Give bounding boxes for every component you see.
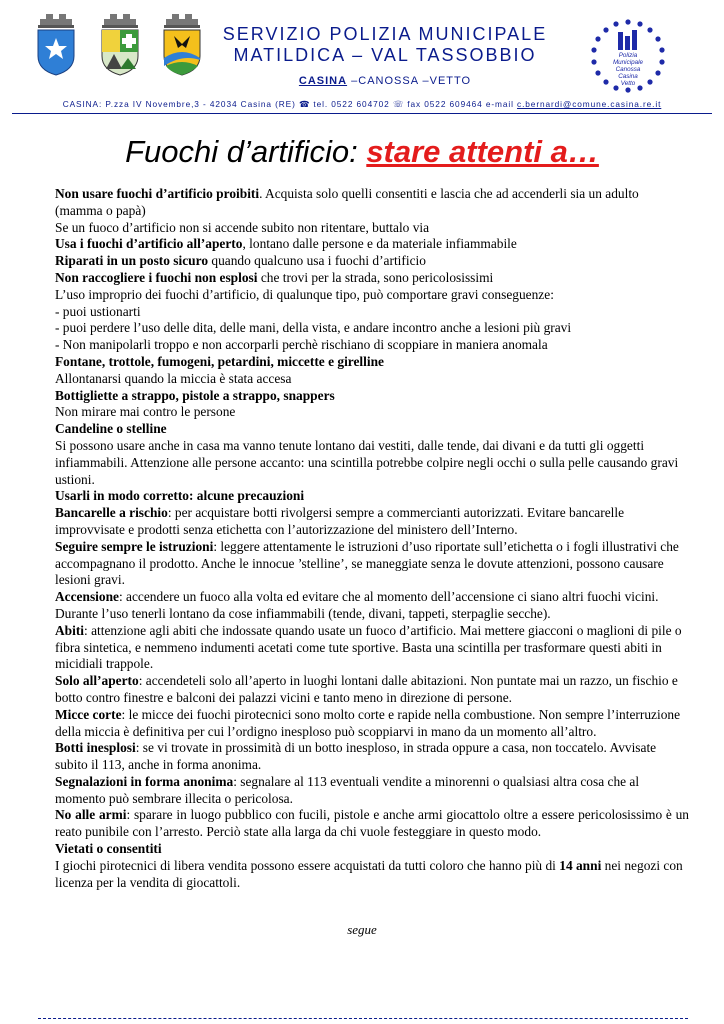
- page-title: [0, 134, 724, 170]
- contact-line: [0, 99, 724, 109]
- paragraph: [55, 623, 689, 673]
- logo-text-2: Municipale: [612, 59, 644, 66]
- paragraph: [55, 505, 689, 539]
- paragraph: Non mirare mai contro le persone: [55, 404, 236, 420]
- paragraph: [55, 807, 689, 841]
- paragraph: [55, 236, 689, 253]
- paragraph-text: nei negozi con licenza per la vendita di giocattoli.: [55, 857, 683, 890]
- bold-lead: Abiti: [55, 622, 85, 638]
- header-divider: [12, 113, 712, 114]
- crest-vetto-icon: [160, 14, 204, 76]
- bold-lead: Accensione: [55, 589, 119, 605]
- bold-lead: Riparati in un posto sicuro: [55, 253, 209, 269]
- paragraph: L’uso improprio dei fuochi d’artificio, di qualunque tipo, può comportare gravi conseguenze:: [55, 286, 554, 302]
- logo-text-1: Polizia: [618, 52, 638, 59]
- bold-lead: Segnalazioni in forma anonima: [55, 773, 234, 789]
- paragraph: [55, 673, 689, 707]
- paragraph-text: che trovi per la strada, sono pericolosissimi: [257, 269, 494, 285]
- bold-lead: Non raccogliere i fuochi non esplosi: [55, 269, 258, 285]
- bold-lead: No alle armi: [55, 807, 127, 823]
- letterhead: [0, 0, 724, 95]
- section-heading: [55, 488, 689, 505]
- list-item: - Non manipolarli troppo e non accorparli perchè rischiano di scoppiare in maniera anomala: [55, 337, 548, 353]
- paragraph-text: quando qualcuno usa i fuochi d’artificio: [208, 253, 426, 269]
- police-logo-icon: [588, 16, 668, 96]
- header-title-1: SERVIZIO POLIZIA MUNICIPALE: [222, 24, 548, 44]
- paragraph: [55, 858, 689, 892]
- paragraph-text: : leggere attentamente le istruzioni d’uso riportate sull’etichetta o i fogli illustrativi che accompagnano il prodotto. Anche le innocue ’stelline’, se maneggiate senza le dovute attenzioni, possono causare lesioni gravi.: [55, 538, 679, 588]
- paragraph: Si possono usare anche in casa ma vanno tenute lontano dai vestiti, dalle tende, dai divani e da tutti gli oggetti infiammabili. Attenzione alle persone accanto: una scintilla potrebbe colpire negli occhi o sulla pelle causando gravi ustioni.: [55, 437, 679, 487]
- contact-text: CASINA: P.zza IV Novembre,3 - 42034 Casina (RE) ☎ tel. 0522 604702 ☏ fax 0522 609464 e-mail: [62, 99, 518, 109]
- paragraph: [55, 270, 689, 287]
- header-title-2: MATILDICA – VAL TASSOBBIO: [233, 45, 537, 65]
- heading-text: Fontane, trottole, fumogeni, petardini, miccette e girelline: [55, 353, 384, 369]
- heading-text: Vietati o consentiti: [55, 841, 162, 857]
- section-heading: [55, 421, 689, 438]
- paragraph: [55, 253, 689, 270]
- paragraph-text: , lontano dalle persone e da materiale infiammabile: [242, 236, 517, 252]
- casina-label: CASINA: [298, 75, 348, 87]
- bold-lead: Non usare fuochi d’artificio proibiti: [55, 186, 260, 201]
- bold-lead: Solo all’aperto: [55, 673, 139, 689]
- paragraph: Allontanarsi quando la miccia è stata accesa: [55, 370, 292, 386]
- crest-canossa-icon: [98, 14, 142, 76]
- paragraph: [55, 774, 689, 808]
- age-limit: 14 anni: [559, 857, 602, 873]
- heading-text: Bottigliette a strappo, pistole a strappo, snappers: [55, 387, 335, 403]
- document-body: [55, 186, 689, 891]
- paragraph-text: I giochi pirotecnici di libera vendita possono essere acquistati da tutti coloro che hanno più di: [55, 857, 560, 873]
- header-subtitle: [200, 75, 570, 87]
- bold-lead: Bancarelle a rischio: [55, 505, 168, 521]
- list-item: - puoi ustionarti: [55, 303, 141, 319]
- section-heading: [55, 841, 689, 858]
- heading-text: Usarli in modo corretto: alcune precauzioni: [55, 488, 305, 504]
- bold-lead: Botti inesplosi: [55, 740, 136, 756]
- continued-label: segue: [347, 922, 377, 937]
- paragraph: [55, 539, 689, 589]
- paragraph-text: : le micce dei fuochi pirotecnici sono molto corte e rapide nella combustione. Non sempre l’interruzione della miccia è definitiva per cui l’ordigno inesploso può scoppiarvi in mano da un momento all’altro.: [55, 706, 681, 739]
- title-main: Fuochi d’artificio:: [125, 134, 367, 169]
- section-heading: [55, 388, 689, 405]
- list-item: - puoi perdere l’uso delle dita, delle mani, della vista, e andare incontro anche a lesioni più gravi: [55, 320, 572, 336]
- bold-lead: Seguire sempre le istruzioni: [55, 538, 214, 554]
- footer-divider: [38, 1018, 688, 1019]
- paragraph-text: : accendeteli solo all’aperto in luoghi lontani dalle abitazioni. Non puntate mai un razzo, un fischio e botto contro finestre e balconi dei palazzi vicini e tanto meno in direzione di persone.: [55, 673, 678, 705]
- paragraph-text: . Acquista solo quelli consentiti e lascia che ad accenderli sia un adulto (mamma o papà): [55, 186, 639, 218]
- paragraph-text: : segnalare al 113 eventuali vendite a minorenni o qualsiasi altra cosa che al momento può sembrare illecita o pericolosa.: [55, 773, 640, 806]
- logo-text-3: Canossa: [615, 66, 641, 73]
- header-subtitle-rest: –CANOSSA –VETTO: [347, 75, 472, 87]
- paragraph: [55, 740, 689, 774]
- bold-lead: Usa i fuochi d’artificio all’aperto: [55, 236, 243, 252]
- paragraph-text: : accendere un fuoco alla volta ed evitare che al momento dell’accensione ci siano altri fuochi vicini. Durante l’uso tenerli lontano da cose infiammabili (tende, divani, tappeti, sterpaglie secche).: [55, 589, 659, 621]
- bold-lead: Micce corte: [55, 706, 122, 722]
- section-heading: [55, 354, 689, 371]
- paragraph-text: : se vi trovate in prossimità di un botto inesploso, in strada oppure a casa, non toccatelo. Avvisate subito il 113, anche in forma anonima.: [55, 740, 657, 773]
- paragraph: Se un fuoco d’artificio non si accende subito non ritentare, buttalo via: [55, 219, 430, 235]
- heading-text: Candeline o stelline: [55, 421, 167, 437]
- paragraph: [55, 186, 689, 220]
- crest-casina-icon: [34, 14, 78, 76]
- logo-text-5: Vetto: [620, 80, 636, 87]
- paragraph: [55, 589, 689, 623]
- logo-text-4: Casina: [618, 73, 638, 80]
- paragraph-text: : per acquistare botti rivolgersi sempre a commercianti autorizzati. Evitare bancarelle improvvisate e prodotti senza etichetta con l’autorizzazione del ministero dell’Interno.: [55, 505, 625, 537]
- paragraph-text: : attenzione agli abiti che indossate quando usate un fuoco d’artificio. Mai mettere giacconi o maglioni di pile o fibra sintetica, e nemmeno indumenti acetati come tute sportive. Basta una scintilla per trasformare questi abiti in micidiali trappole.: [55, 622, 682, 672]
- title-highlight: stare attenti a…: [366, 134, 599, 169]
- paragraph: [55, 707, 689, 741]
- paragraph-text: : sparare in luogo pubblico con fucili, pistole e anche armi giocattolo oltre a essere pericolosissimo è un reato punibile con l’arresto. Perciò state alla larga da chi vuole festeggiare in questo modo.: [55, 807, 689, 840]
- email-link[interactable]: c.bernardi@comune.casina.re.it: [517, 99, 662, 109]
